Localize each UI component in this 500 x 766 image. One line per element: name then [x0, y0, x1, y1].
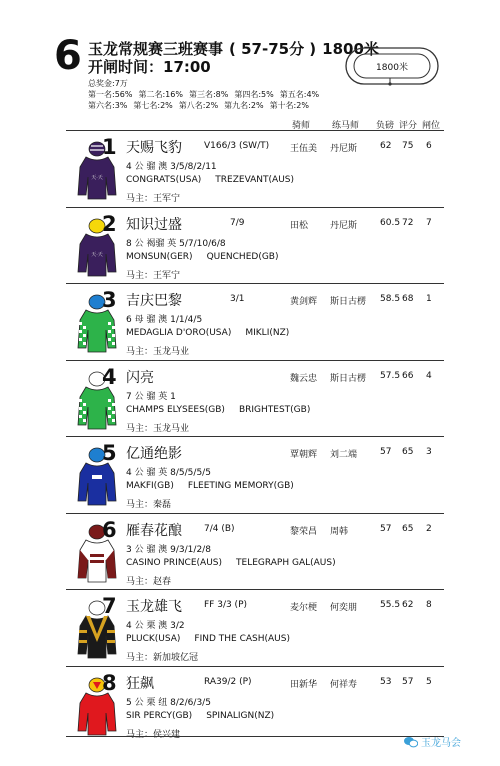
race-entry[interactable] [66, 283, 444, 360]
pedigree [126, 252, 279, 262]
jockey-name: 黎荣昌 [290, 526, 318, 537]
horse-profile: 8 公 褐骝 英 5/7/10/6/8 [126, 238, 226, 249]
dam-name: QUENCHED(GB) [206, 251, 279, 262]
trainer-name: 刘二端 [330, 450, 358, 460]
race-entry[interactable] [66, 666, 444, 743]
horse-code: 7/4 (B) [204, 523, 235, 534]
jockey-name: 魏云忠 [290, 373, 318, 384]
track-diagram-icon [344, 44, 440, 88]
horse-number: 2 [102, 211, 117, 236]
jockey-name: 覃朝辉 [290, 450, 318, 460]
col-head-barrier: 闸位 [422, 121, 441, 131]
trainer-name: 何奕朋 [330, 603, 358, 613]
horse-name[interactable]: 知识过盛 [126, 216, 182, 233]
horse-rating: 72 [402, 217, 414, 228]
owner-name: 马主：赵春 [126, 576, 172, 587]
horse-rating: 57 [402, 676, 414, 687]
carried-weight: 60.5 [380, 217, 401, 228]
pedigree [126, 405, 310, 415]
jockey-name: 田新华 [290, 679, 318, 690]
owner-name: 马主：新加坡亿冠 [126, 653, 199, 663]
svg-text:天·天: 天·天 [91, 175, 103, 181]
horse-profile: 7 公 骝 英 1 [126, 391, 176, 402]
carried-weight: 57.5 [380, 370, 401, 381]
barrier-draw: 4 [426, 370, 432, 381]
col-head-weight: 负磅 [376, 121, 395, 131]
race-entry[interactable] [66, 436, 444, 513]
horse-rating: 62 [402, 600, 414, 610]
horse-profile: 3 公 骝 澳 9/3/1/2/8 [126, 544, 211, 555]
dam-name: FIND THE CASH(AUS) [194, 634, 290, 644]
horse-code: 7/9 [230, 217, 245, 228]
barrier-draw: 1 [426, 294, 432, 304]
jockey-name: 田松 [290, 220, 309, 231]
jockey-name: 王伍美 [290, 144, 318, 154]
col-head-rating: 评分 [399, 121, 418, 131]
dam-name: BRIGHTEST(GB) [238, 404, 311, 415]
horse-number: 8 [102, 670, 117, 695]
prize-row-2: 第六名:3% 第七名:2% 第八名:2% 第九名:2% 第十名:2% [88, 101, 309, 110]
barrier-draw: 7 [426, 217, 432, 228]
horse-number: 6 [102, 517, 117, 542]
sire-name: PLUCK(USA) [126, 634, 181, 644]
race-entry[interactable] [66, 130, 444, 207]
trainer-name: 斯日古楞 [330, 373, 367, 384]
barrier-draw: 2 [426, 523, 432, 534]
barrier-draw: 6 [426, 141, 432, 151]
horse-number: 4 [102, 364, 117, 389]
horse-name[interactable]: 狂飙 [126, 675, 154, 692]
owner-name: 马主：玉龙马业 [126, 423, 190, 434]
barrier-draw: 8 [426, 600, 432, 610]
watermark: 玉龙马会 [404, 734, 461, 749]
horse-name[interactable]: 天赐飞豹 [126, 140, 182, 156]
owner-name: 马主：侯兴建 [126, 729, 181, 740]
pedigree [126, 634, 290, 644]
horse-name[interactable]: 雁春花酿 [126, 522, 182, 539]
trainer-name: 丹尼斯 [330, 220, 358, 231]
col-head-jockey: 骑师 [292, 121, 311, 131]
owner-name: 马主：秦磊 [126, 500, 172, 510]
sire-name: MAKFI(GB) [126, 481, 174, 491]
trainer-name: 丹尼斯 [330, 144, 358, 154]
carried-weight: 57 [380, 447, 392, 457]
race-number: 6 [54, 33, 82, 79]
race-entry[interactable] [66, 207, 444, 284]
pedigree [126, 558, 336, 568]
bottom-divider [66, 736, 444, 737]
sire-name: SIR PERCY(GB) [126, 710, 193, 721]
race-entry[interactable] [66, 513, 444, 590]
horse-number: 1 [102, 135, 117, 159]
horse-name[interactable]: 亿通绝影 [126, 446, 182, 462]
wechat-icon [404, 736, 418, 748]
carried-weight: 58.5 [380, 294, 401, 304]
prize-row-1: 第一名:56% 第二名:16% 第三名:8% 第四名:5% 第五名:4% [88, 90, 320, 99]
owner-name: 马主：玉龙马业 [126, 347, 190, 357]
pedigree [126, 175, 294, 185]
jockey-name: 麦尔梗 [290, 603, 318, 613]
dam-name: FLEETING MEMORY(GB) [187, 481, 294, 491]
sire-name: CONGRATS(USA) [126, 175, 202, 185]
barrier-draw: 3 [426, 447, 432, 457]
horse-code: RA39/2 (P) [204, 676, 252, 687]
horse-rating: 68 [402, 294, 414, 304]
horse-rating: 75 [402, 141, 414, 151]
horse-name[interactable]: 玉龙雄飞 [126, 599, 182, 615]
horse-profile: 4 公 栗 澳 3/2 [126, 621, 185, 631]
carried-weight: 53 [380, 676, 392, 687]
horse-rating: 65 [402, 523, 414, 534]
race-entry[interactable] [66, 360, 444, 437]
carried-weight: 55.5 [380, 600, 401, 610]
race-header [0, 0, 500, 131]
horse-code: FF 3/3 (P) [204, 600, 248, 610]
horse-rating: 65 [402, 447, 414, 457]
sire-name: CHAMPS ELYSEES(GB) [126, 404, 225, 415]
jockey-name: 黄剑辉 [290, 297, 318, 307]
dam-name: SPINALIGN(NZ) [206, 710, 275, 721]
race-entry[interactable] [66, 589, 444, 666]
trainer-name: 周韩 [330, 526, 349, 537]
pedigree [126, 711, 274, 721]
owner-name: 马主：王军宁 [126, 194, 181, 204]
horse-profile: 4 公 骝 澳 3/5/8/2/11 [126, 162, 217, 172]
dam-name: MIKLI(NZ) [245, 328, 290, 338]
horse-code: 3/1 [230, 294, 245, 304]
track-label: 1800米 [376, 63, 408, 73]
owner-name: 马主：王军宁 [126, 270, 181, 281]
horse-profile: 4 公 骝 英 8/5/5/5/5 [126, 468, 211, 478]
sire-name: MEDAGLIA D'ORO(USA) [126, 328, 232, 338]
race-title: 玉龙常规赛三班赛事 ( 57-75分 ) 1800米 [88, 40, 379, 58]
horse-name[interactable]: 闪亮 [126, 369, 154, 386]
horse-code: V166/3 (SW/T) [204, 141, 270, 151]
svg-text:天·天: 天·天 [91, 251, 103, 258]
sire-name: CASINO PRINCE(AUS) [126, 557, 223, 568]
carried-weight: 62 [380, 141, 392, 151]
dam-name: TELEGRAPH GAL(AUS) [236, 557, 336, 568]
horse-name[interactable]: 吉庆巴黎 [126, 293, 182, 309]
pedigree [126, 481, 294, 491]
barrier-draw: 5 [426, 676, 432, 687]
trainer-name: 斯日古楞 [330, 297, 367, 307]
start-time: 开闸时间：17:00 [88, 58, 211, 76]
col-head-trainer: 练马师 [332, 121, 360, 131]
horse-number: 7 [102, 594, 117, 618]
horse-profile: 6 母 骝 澳 1/1/4/5 [126, 315, 203, 325]
horse-profile: 5 公 栗 纽 8/2/6/3/5 [126, 697, 211, 708]
pedigree [126, 328, 289, 338]
horse-number: 5 [102, 441, 117, 465]
dam-name: TREZEVANT(AUS) [215, 175, 295, 185]
carried-weight: 57 [380, 523, 392, 534]
prize-total: 总奖金:7万 [88, 79, 128, 88]
sire-name: MONSUN(GER) [126, 251, 193, 262]
trainer-name: 何祥寿 [330, 679, 358, 690]
horse-rating: 66 [402, 370, 414, 381]
horse-number: 3 [102, 288, 117, 312]
